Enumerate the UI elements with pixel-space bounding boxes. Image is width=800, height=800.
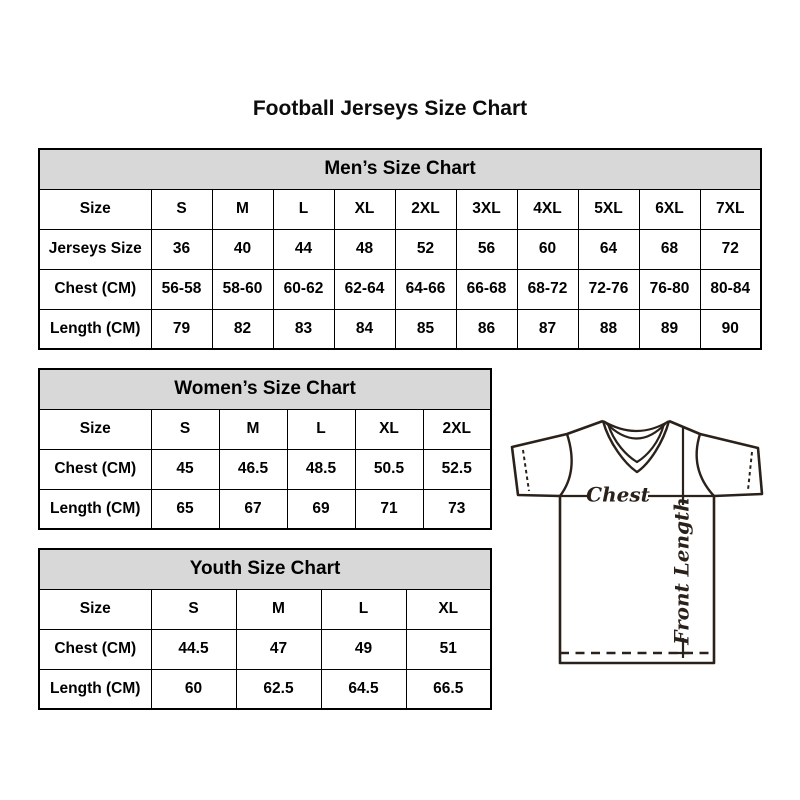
value-cell: 7XL: [700, 189, 761, 229]
youth-table-title: Youth Size Chart: [39, 549, 491, 589]
value-cell: 40: [212, 229, 273, 269]
value-cell: 88: [578, 309, 639, 349]
row-label: Chest (CM): [39, 629, 151, 669]
jersey-illustration: [503, 403, 769, 669]
page-title: Football Jerseys Size Chart: [252, 97, 528, 120]
womens-size-table: [38, 368, 492, 530]
table-row: [39, 449, 491, 489]
value-cell: 89: [639, 309, 700, 349]
value-cell: 51: [406, 629, 491, 669]
value-cell: 90: [700, 309, 761, 349]
row-label: Size: [39, 589, 151, 629]
value-cell: 80-84: [700, 269, 761, 309]
value-cell: 48.5: [287, 449, 355, 489]
table-header-row: [39, 149, 761, 189]
jersey-measurement-diagram: [503, 403, 769, 669]
value-cell: XL: [355, 409, 423, 449]
row-label: Size: [39, 189, 151, 229]
jersey-outline: [512, 421, 762, 663]
left-sleeve-dashed-line: [523, 450, 529, 491]
row-label: Chest (CM): [39, 269, 151, 309]
value-cell: 60: [151, 669, 236, 709]
value-cell: L: [287, 409, 355, 449]
value-cell: 62-64: [334, 269, 395, 309]
value-cell: XL: [406, 589, 491, 629]
value-cell: 84: [334, 309, 395, 349]
value-cell: M: [212, 189, 273, 229]
right-sleeve-dashed-line: [748, 452, 752, 490]
value-cell: 60-62: [273, 269, 334, 309]
row-label: Length (CM): [39, 309, 151, 349]
table-row: [39, 589, 491, 629]
value-cell: 69: [287, 489, 355, 529]
value-cell: 4XL: [517, 189, 578, 229]
value-cell: 72: [700, 229, 761, 269]
mens-size-table: [38, 148, 762, 350]
value-cell: M: [219, 409, 287, 449]
value-cell: 52.5: [423, 449, 491, 489]
value-cell: 68-72: [517, 269, 578, 309]
value-cell: 2XL: [395, 189, 456, 229]
value-cell: 56: [456, 229, 517, 269]
value-cell: XL: [334, 189, 395, 229]
value-cell: 60: [517, 229, 578, 269]
row-label: Length (CM): [39, 489, 151, 529]
value-cell: 49: [321, 629, 406, 669]
value-cell: L: [273, 189, 334, 229]
table-row: [39, 189, 761, 229]
value-cell: 66-68: [456, 269, 517, 309]
value-cell: L: [321, 589, 406, 629]
table-row: [39, 309, 761, 349]
value-cell: 6XL: [639, 189, 700, 229]
table-row: [39, 669, 491, 709]
value-cell: 2XL: [423, 409, 491, 449]
value-cell: 87: [517, 309, 578, 349]
value-cell: 66.5: [406, 669, 491, 709]
value-cell: 64-66: [395, 269, 456, 309]
table-header-row: [39, 369, 491, 409]
value-cell: 62.5: [236, 669, 321, 709]
value-cell: 86: [456, 309, 517, 349]
value-cell: 71: [355, 489, 423, 529]
value-cell: 44: [273, 229, 334, 269]
row-label: Chest (CM): [39, 449, 151, 489]
value-cell: 76-80: [639, 269, 700, 309]
left-sleeve-seam: [560, 434, 572, 496]
table-header-row: [39, 549, 491, 589]
value-cell: S: [151, 189, 212, 229]
value-cell: M: [236, 589, 321, 629]
value-cell: 79: [151, 309, 212, 349]
value-cell: 68: [639, 229, 700, 269]
value-cell: 46.5: [219, 449, 287, 489]
value-cell: 52: [395, 229, 456, 269]
value-cell: 5XL: [578, 189, 639, 229]
row-label: Size: [39, 409, 151, 449]
value-cell: 58-60: [212, 269, 273, 309]
value-cell: 47: [236, 629, 321, 669]
value-cell: 65: [151, 489, 219, 529]
table-row: [39, 229, 761, 269]
value-cell: 3XL: [456, 189, 517, 229]
value-cell: 83: [273, 309, 334, 349]
value-cell: 82: [212, 309, 273, 349]
value-cell: 85: [395, 309, 456, 349]
chest-label: Chest: [586, 482, 650, 507]
table-row: [39, 629, 491, 669]
value-cell: 73: [423, 489, 491, 529]
value-cell: 50.5: [355, 449, 423, 489]
right-sleeve-seam: [697, 434, 714, 496]
table-row: [39, 269, 761, 309]
value-cell: 36: [151, 229, 212, 269]
men-table-title: Men’s Size Chart: [39, 149, 761, 189]
collar-inner-v: [608, 424, 664, 462]
table-row: [39, 489, 491, 529]
youth-size-table: [38, 548, 492, 710]
value-cell: 64.5: [321, 669, 406, 709]
value-cell: 48: [334, 229, 395, 269]
value-cell: S: [151, 409, 219, 449]
front-length-label: Front Length: [669, 497, 694, 645]
value-cell: 44.5: [151, 629, 236, 669]
value-cell: 45: [151, 449, 219, 489]
value-cell: 67: [219, 489, 287, 529]
value-cell: 56-58: [151, 269, 212, 309]
row-label: Jerseys Size: [39, 229, 151, 269]
row-label: Length (CM): [39, 669, 151, 709]
value-cell: 72-76: [578, 269, 639, 309]
value-cell: 64: [578, 229, 639, 269]
women-table-title: Women’s Size Chart: [39, 369, 491, 409]
table-row: [39, 409, 491, 449]
value-cell: S: [151, 589, 236, 629]
